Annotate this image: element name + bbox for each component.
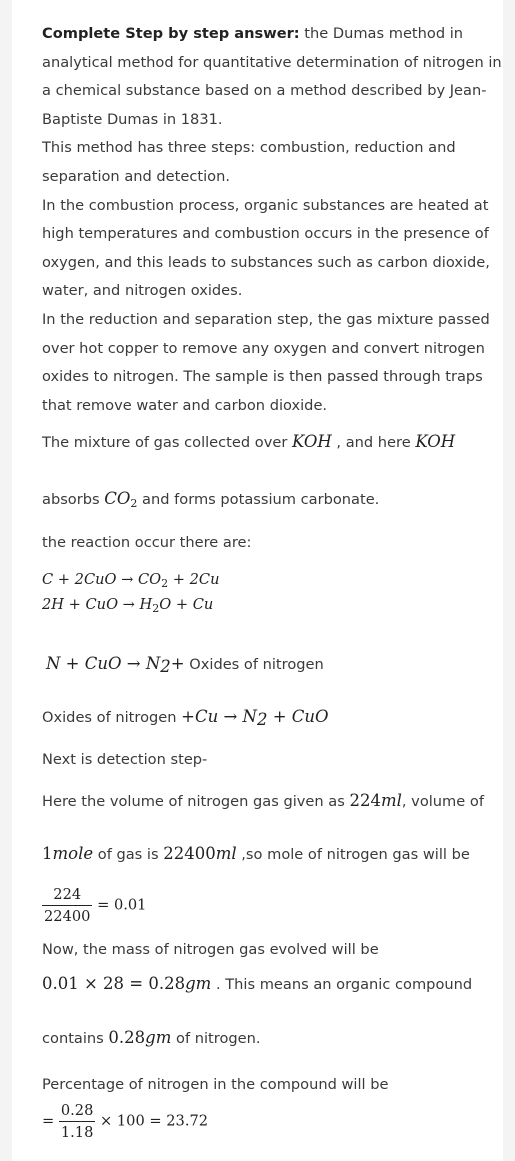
reaction-intro: the reaction occur there are: — [42, 534, 252, 551]
intro-paragraph — [42, 20, 507, 134]
reaction-3: N + CuO → $N_2+$ Oxides of nitrogen — [46, 654, 324, 676]
percent-intro: Percentage of nitrogen in the compound will be — [42, 1076, 389, 1093]
combustion-paragraph: In the combustion process, organic substances are heated at high temperatures and combustion occurs in the presence of oxygen, and this leads to substances such as carbon dioxide, water, and nitrogen oxides. — [42, 196, 490, 300]
mass-intro: Now, the mass of nitrogen gas evolved will be — [42, 941, 379, 958]
mole-line: 1mole of gas is 22400ml ,so mole of nitrogen gas will be — [42, 844, 470, 863]
reduction-paragraph: In the reduction and separation step, the gas mixture passed over hot copper to remove any oxygen and convert nitrogen oxides to nitrogen. The sample is then passed through traps that remove water and carbon dioxide. — [42, 310, 490, 414]
volume-line: Here the volume of nitrogen gas given as 224ml, volume of — [42, 791, 484, 810]
answer-card — [12, 0, 503, 1161]
koh-formula-2: KOH — [415, 432, 456, 451]
answer-content — [42, 20, 507, 1141]
intro-text: the Dumas method in analytical method for quantitative determination of nitrogen in a chemical substance based on a method described by Jean-Baptiste Dumas in 1831. — [42, 25, 502, 128]
co2-formula: $CO_2$ — [104, 489, 138, 510]
koh-line-1: The mixture of gas collected over KOH , and here KOH — [42, 432, 456, 451]
mole-fraction: $\frac{224}{22400}$ — [44, 886, 91, 925]
mole-fraction-eq: $\frac{224}{22400}$ = 0.01 — [44, 886, 147, 925]
koh-line-2: absorbs $CO_2$ and forms potassium carbonate. — [42, 489, 380, 510]
steps-intro: This method has three steps: combustion, reduction and separation and detection. — [42, 139, 456, 185]
koh-formula: KOH — [291, 432, 332, 451]
reaction-2: 2H + CuO → $H_2O + Cu$ — [42, 596, 214, 615]
contains-line: contains 0.28gm of nitrogen. — [42, 1028, 261, 1047]
reaction-1: $C + 2CuO \to CO_2 + 2Cu$ — [42, 571, 220, 590]
percent-eq: = $\frac{0.28}{1.18}$ × 100 = 23.72 — [42, 1102, 209, 1141]
percent-fraction: $\frac{0.28}{1.18}$ — [60, 1102, 94, 1141]
lead-label: Complete Step by step answer: — [42, 25, 300, 42]
detection-label: Next is detection step- — [42, 751, 208, 768]
mass-eq-line: 0.01 × 28 = 0.28gm . This means an organic compound — [42, 974, 473, 993]
reaction-4: Oxides of nitrogen $+Cu \to N_2$ + CuO — [42, 707, 329, 729]
